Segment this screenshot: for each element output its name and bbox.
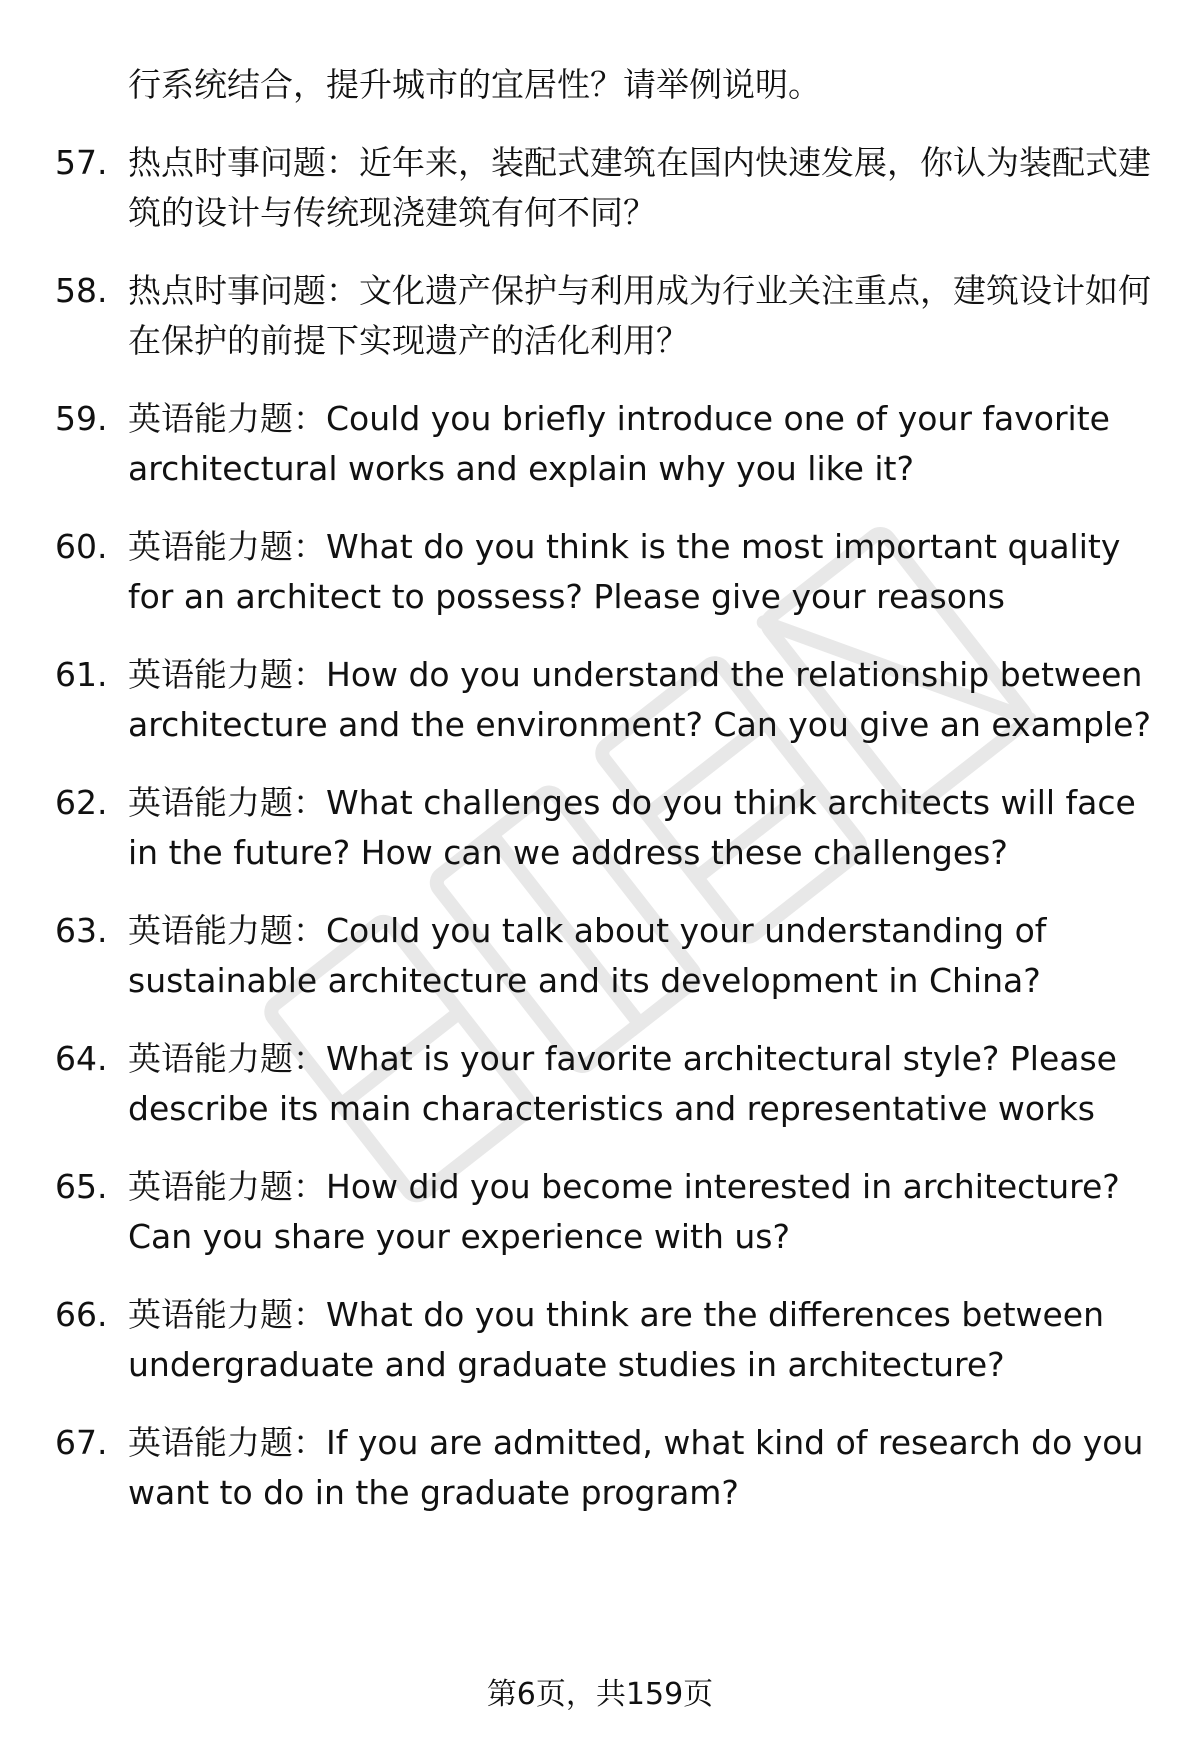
page-number-footer: 第6页，共159页 bbox=[486, 1677, 714, 1712]
question-number: 67. bbox=[55, 1423, 108, 1462]
question-text: Could you talk about your understanding of sustainable architecture and its development in China? bbox=[128, 911, 1047, 1000]
question-text: Could you briefly introduce one of your favorite architectural works and explain why you like it? bbox=[128, 399, 1110, 488]
list-item bbox=[55, 522, 1165, 622]
question-text: What is your favorite architectural style? Please describe its main characteristics and representative works bbox=[128, 1039, 1117, 1128]
question-category: 英语能力题： bbox=[128, 655, 326, 694]
list-item bbox=[55, 394, 1165, 494]
question-number: 57. bbox=[55, 143, 108, 182]
list-item bbox=[55, 650, 1165, 750]
question-category: 英语能力题： bbox=[128, 1039, 326, 1078]
question-text: If you are admitted, what kind of research do you want to do in the graduate program? bbox=[128, 1423, 1144, 1512]
question-category: 英语能力题： bbox=[128, 911, 326, 950]
question-category: 热点时事问题： bbox=[128, 271, 359, 310]
question-number: 64. bbox=[55, 1039, 108, 1078]
question-number: 65. bbox=[55, 1167, 108, 1206]
list-item bbox=[55, 1034, 1165, 1134]
question-category: 英语能力题： bbox=[128, 1167, 326, 1206]
list-item bbox=[55, 1162, 1165, 1262]
question-text: What challenges do you think architects will face in the future? How can we address these challenges? bbox=[128, 783, 1136, 872]
list-item bbox=[55, 1418, 1165, 1518]
question-number: 62. bbox=[55, 783, 108, 822]
question-number: 60. bbox=[55, 527, 108, 566]
question-list bbox=[55, 60, 1165, 1546]
question-category: 英语能力题： bbox=[128, 1423, 326, 1462]
continuation-text: 行系统结合，提升城市的宜居性？请举例说明。 bbox=[128, 65, 821, 104]
question-text: 文化遗产保护与利用成为行业关注重点，建筑设计如何在保护的前提下实现遗产的活化利用？ bbox=[128, 271, 1151, 360]
question-category: 热点时事问题： bbox=[128, 143, 359, 182]
question-number: 66. bbox=[55, 1295, 108, 1334]
list-item bbox=[55, 906, 1165, 1006]
question-category: 英语能力题： bbox=[128, 399, 326, 438]
list-item bbox=[55, 138, 1165, 238]
question-number: 61. bbox=[55, 655, 108, 694]
question-number: 63. bbox=[55, 911, 108, 950]
question-category: 英语能力题： bbox=[128, 783, 326, 822]
list-item bbox=[55, 266, 1165, 366]
question-category: 英语能力题： bbox=[128, 1295, 326, 1334]
list-item bbox=[55, 778, 1165, 878]
list-item bbox=[55, 1290, 1165, 1390]
question-number: 59. bbox=[55, 399, 108, 438]
question-text: How do you understand the relationship between architecture and the environment? Can you give an example? bbox=[128, 655, 1151, 744]
question-category: 英语能力题： bbox=[128, 527, 326, 566]
question-text: What do you think are the differences between undergraduate and graduate studies in architecture? bbox=[128, 1295, 1105, 1384]
question-number: 58. bbox=[55, 271, 108, 310]
question-text: How did you become interested in architecture? Can you share your experience with us? bbox=[128, 1167, 1120, 1256]
question-text: 近年来，装配式建筑在国内快速发展，你认为装配式建筑的设计与传统现浇建筑有何不同？ bbox=[128, 143, 1151, 232]
question-text: What do you think is the most important quality for an architect to possess? Please give your reasons bbox=[128, 527, 1121, 616]
